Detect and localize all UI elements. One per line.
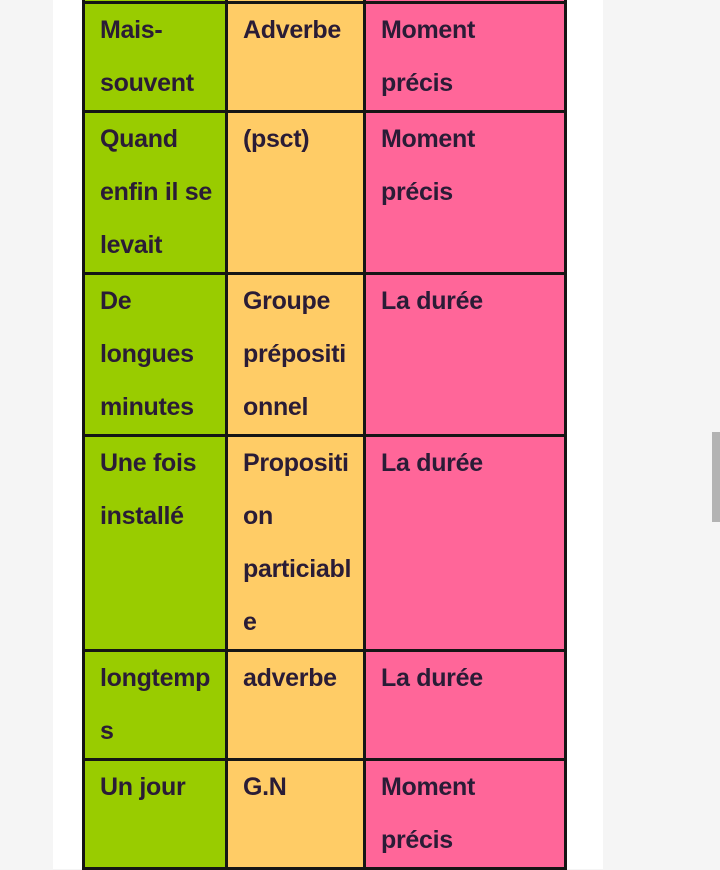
scrollbar-thumb[interactable]: [712, 432, 720, 522]
grammar-table: [82, 0, 567, 870]
cell-subject: Un jour: [84, 760, 227, 869]
table-row: [84, 3, 566, 112]
cell-meaning: La durée: [365, 274, 566, 436]
cell-meaning: La durée: [365, 436, 566, 651]
table-row: [84, 274, 566, 436]
cell-subject: Quand enfin il se levait: [84, 112, 227, 274]
cell-subject: Mais- souvent: [84, 3, 227, 112]
cell-subject: longtemp s: [84, 651, 227, 760]
cell-nature: G.N: [227, 760, 365, 869]
cell-nature: adverbe: [227, 651, 365, 760]
cell-nature: Adverbe: [227, 3, 365, 112]
cell-meaning: Moment précis: [365, 760, 566, 869]
table-row: [84, 760, 566, 869]
cell-nature: (psct): [227, 112, 365, 274]
cell-subject: De longues minutes: [84, 274, 227, 436]
cell-nature: Groupe prépositi onnel: [227, 274, 365, 436]
table-row: [84, 112, 566, 274]
cell-nature: Propositi on particiabl e: [227, 436, 365, 651]
table-row: [84, 651, 566, 760]
cell-meaning: Moment précis: [365, 3, 566, 112]
table-row: [84, 436, 566, 651]
cell-meaning: Moment précis: [365, 112, 566, 274]
cell-meaning: La durée: [365, 651, 566, 760]
cell-subject: Une fois installé: [84, 436, 227, 651]
